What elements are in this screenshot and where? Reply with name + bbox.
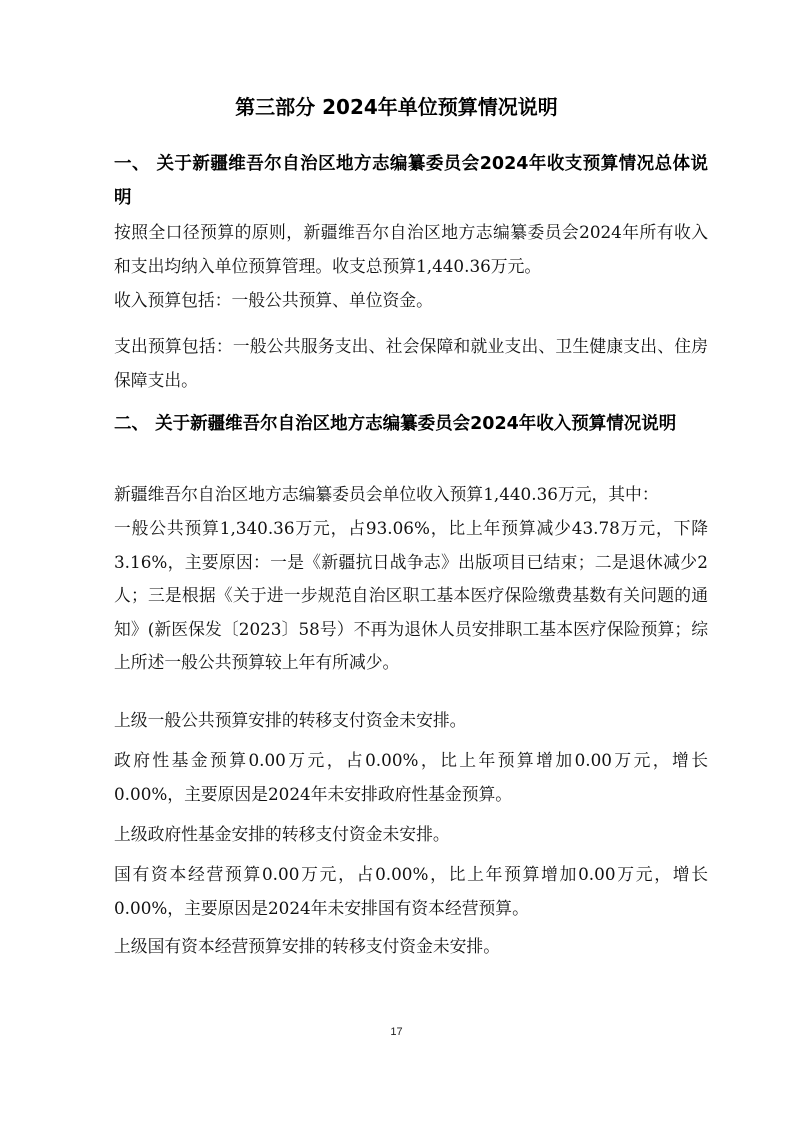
- section-2-paragraph-6: 国有资本经营预算0.00万元，占0.00%，比上年预算增加0.00万元，增长0.00%，主要原因是2024年未安排国有资本经营预算。: [114, 864, 708, 918]
- section-2-paragraph-4: 政府性基金预算0.00万元，占0.00%，比上年预算增加0.00万元，增长0.00%，主要原因是2024年未安排政府性基金预算。: [114, 750, 708, 804]
- section-2-paragraph-7: 上级国有资本经营预算安排的转移支付资金未安排。: [114, 936, 500, 956]
- section-2-paragraph-3: 上级一般公共预算安排的转移支付资金未安排。: [114, 710, 467, 730]
- section-2-paragraph-1: 新疆维吾尔自治区地方志编纂委员会单位收入预算1,440.36万元，其中：: [114, 484, 659, 504]
- section-2-heading: 二、 关于新疆维吾尔自治区地方志编纂委员会2024年收入预算情况说明: [114, 414, 677, 434]
- page-number: 17: [390, 1026, 403, 1038]
- section-1-heading: 一、 关于新疆维吾尔自治区地方志编纂委员会2024年收支预算情况总体说明: [114, 154, 708, 208]
- section-1-paragraph-3: 支出预算包括：一般公共服务支出、社会保障和就业支出、卫生健康支出、住房保障支出。: [114, 336, 708, 390]
- page-title: 第三部分 2024年单位预算情况说明: [235, 95, 558, 119]
- section-2-paragraph-5: 上级政府性基金安排的转移支付资金未安排。: [114, 824, 450, 844]
- section-1-paragraph-2: 收入预算包括：一般公共预算、单位资金。: [114, 290, 433, 310]
- section-2-paragraph-2: 一般公共预算1,340.36万元，占93.06%，比上年预算减少43.78万元，下降3.16%，主要原因：一是《新疆抗日战争志》出版项目已结束；二是退休减少2人；三是根据《关于进一步规范自治区职工基本医疗保险缴费基数有关问题的通知》(新医保发〔2023〕58号）不再为退休人员安排职工基本医疗保险预算；综上所述一般公共预算较上年有所减少。: [114, 518, 708, 672]
- section-1-paragraph-1: 按照全口径预算的原则，新疆维吾尔自治区地方志编纂委员会2024年所有收入和支出均纳入单位预算管理。收支总预算1,440.36万元。: [114, 222, 708, 276]
